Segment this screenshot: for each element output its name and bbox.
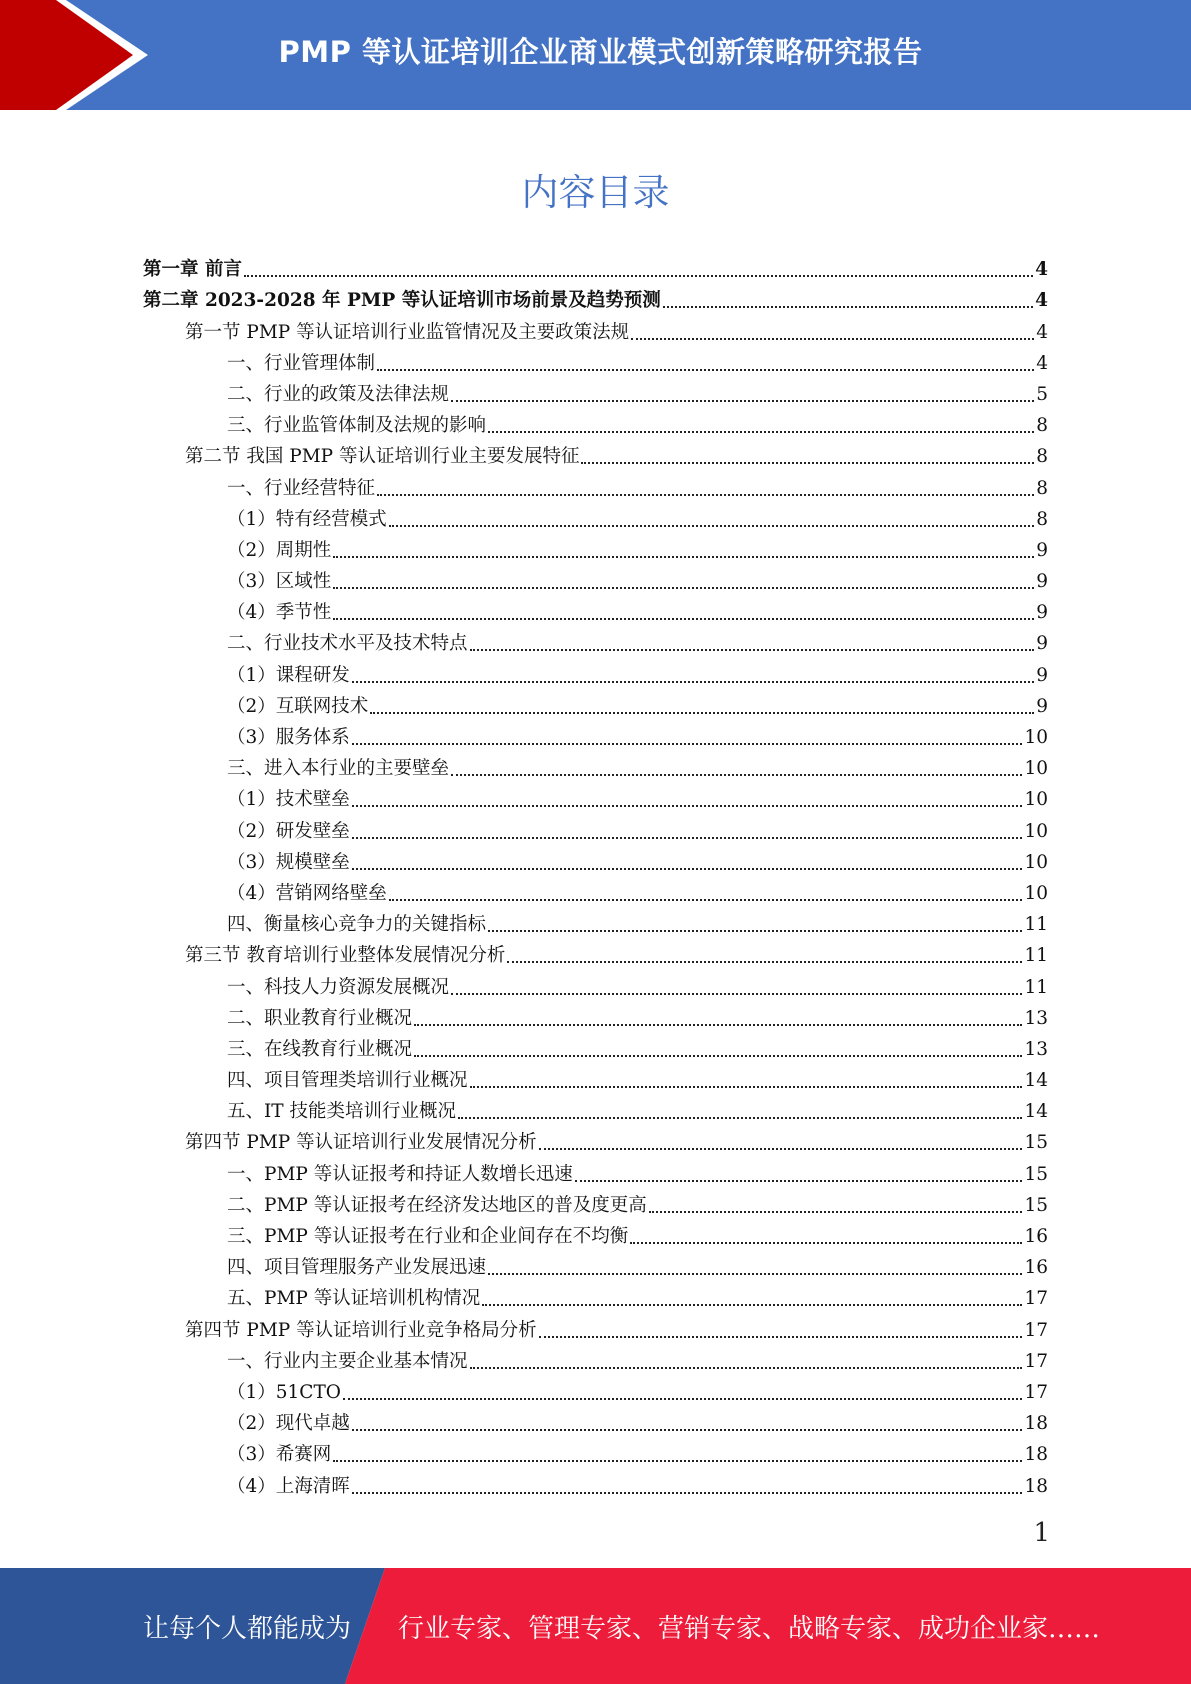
toc-entry-title: （1）技术壁垒 (227, 789, 350, 811)
toc-entry[interactable] (143, 971, 1048, 1002)
toc-entry-page: 10 (1024, 820, 1048, 842)
toc-leader-dots (488, 1272, 1022, 1275)
toc-entry[interactable] (143, 535, 1048, 566)
toc-entry-title: （3）区域性 (227, 571, 332, 593)
toc-leader-dots (389, 524, 1034, 527)
toc-entry-page: 14 (1024, 1101, 1048, 1123)
toc-entry[interactable] (143, 1252, 1048, 1283)
toc-entry-page: 16 (1024, 1257, 1048, 1279)
footer-banner (0, 1568, 1191, 1684)
toc-entry-page: 4 (1036, 352, 1048, 374)
toc-entry-page: 10 (1024, 727, 1048, 748)
toc-entry-page: 14 (1024, 1070, 1048, 1092)
toc-leader-dots (451, 773, 1022, 776)
toc-leader-dots (663, 305, 1033, 308)
toc-leader-dots (482, 1303, 1022, 1306)
toc-entry[interactable] (143, 1127, 1048, 1158)
toc-leader-dots (414, 1023, 1022, 1026)
toc-leader-dots (581, 461, 1034, 464)
toc-entry[interactable] (143, 628, 1048, 659)
toc-entry[interactable] (143, 1377, 1048, 1408)
toc-entry-title: 二、职业教育行业概况 (227, 1007, 413, 1029)
table-of-contents (143, 254, 1048, 1502)
toc-entry-page: 9 (1036, 633, 1048, 655)
page-number: 1 (1033, 1518, 1050, 1548)
toc-entry-page: 9 (1036, 539, 1048, 561)
toc-leader-dots (488, 430, 1034, 433)
toc-entry-page: 8 (1036, 477, 1048, 499)
toc-entry-title: 三、在线教育行业概况 (227, 1038, 413, 1060)
toc-leader-dots (451, 399, 1034, 402)
toc-leader-dots (333, 617, 1034, 620)
toc-entry-title: （3）规模壁垒 (227, 851, 350, 873)
toc-entry-title: 一、行业管理体制 (227, 352, 376, 374)
toc-entry-page: 10 (1024, 758, 1048, 780)
toc-entry[interactable] (143, 1314, 1048, 1345)
toc-leader-dots (352, 1491, 1023, 1494)
toc-leader-dots (377, 368, 1034, 371)
toc-entry-title: （2）现代卓越 (227, 1413, 350, 1435)
toc-leader-dots (458, 1116, 1022, 1119)
toc-leader-dots (451, 992, 1022, 995)
toc-entry[interactable] (143, 691, 1048, 722)
toc-entry[interactable] (143, 566, 1048, 597)
toc-leader-dots (507, 960, 1022, 963)
header-bar (0, 0, 1191, 110)
toc-entry-title: （3）希赛网 (227, 1444, 332, 1466)
toc-entry[interactable] (143, 1283, 1048, 1314)
toc-leader-dots (389, 898, 1023, 901)
toc-entry[interactable] (143, 1408, 1048, 1439)
toc-leader-dots (649, 1210, 1023, 1213)
toc-entry[interactable] (143, 348, 1048, 379)
toc-entry-title: 三、进入本行业的主要壁垒 (227, 758, 450, 780)
toc-leader-dots (352, 1428, 1023, 1431)
toc-entry-page: 4 (1035, 259, 1048, 281)
toc-entry-title: 四、项目管理服务产业发展迅速 (227, 1257, 487, 1279)
toc-entry-page: 8 (1036, 415, 1048, 437)
toc-leader-dots (352, 867, 1023, 870)
toc-leader-dots (630, 1241, 1022, 1244)
toc-entry-page: 15 (1024, 1194, 1048, 1216)
toc-leader-dots (575, 1179, 1023, 1182)
toc-entry-page: 8 (1036, 446, 1048, 468)
toc-entry[interactable] (143, 1065, 1048, 1096)
toc-entry-title: 第一节 PMP 等认证培训行业监管情况及主要政策法规 (185, 321, 630, 343)
toc-leader-dots (244, 274, 1033, 277)
toc-entry-title: （1）51CTO (227, 1381, 341, 1403)
toc-entry[interactable] (143, 379, 1048, 410)
toc-entry[interactable] (143, 753, 1048, 784)
toc-leader-dots (352, 804, 1023, 807)
document-title: PMP 等认证培训企业商业模式创新策略研究报告 (278, 34, 923, 69)
toc-leader-dots (488, 929, 1022, 932)
footer-slogan-left: 让每个人都能成为 (143, 1613, 352, 1644)
toc-entry[interactable] (143, 940, 1048, 971)
toc-entry-title: （3）服务体系 (227, 727, 350, 748)
toc-entry-title: 二、行业技术水平及技术特点 (227, 633, 468, 655)
toc-entry-title: 四、衡量核心竞争力的关键指标 (227, 914, 487, 936)
toc-entry[interactable] (143, 285, 1048, 316)
toc-entry-title: （2）周期性 (227, 539, 332, 561)
toc-entry-page: 17 (1024, 1288, 1048, 1310)
toc-leader-dots (377, 493, 1034, 496)
toc-entry-title: 第二节 我国 PMP 等认证培训行业主要发展特征 (185, 446, 580, 468)
toc-entry-page: 10 (1024, 789, 1048, 811)
toc-entry-page: 17 (1024, 1381, 1048, 1403)
toc-heading: 内容目录 (521, 171, 670, 214)
toc-entry-title: 二、PMP 等认证报考在经济发达地区的普及度更高 (227, 1194, 647, 1216)
toc-leader-dots (370, 711, 1034, 714)
toc-leader-dots (333, 555, 1034, 558)
toc-entry[interactable] (143, 1190, 1048, 1221)
toc-entry-title: （4）季节性 (227, 602, 332, 624)
toc-entry-title: 四、项目管理类培训行业概况 (227, 1070, 468, 1092)
toc-leader-dots (333, 586, 1034, 589)
toc-leader-dots (352, 680, 1034, 683)
toc-entry[interactable] (143, 441, 1048, 472)
toc-leader-dots (631, 337, 1034, 340)
toc-entry-title: （2）互联网技术 (227, 695, 369, 717)
toc-entry[interactable] (143, 722, 1048, 753)
toc-entry-title: 一、行业内主要企业基本情况 (227, 1350, 468, 1372)
toc-entry-page: 10 (1024, 882, 1048, 904)
toc-entry-page: 4 (1035, 290, 1048, 312)
footer-slogan-right: 行业专家、管理专家、营销专家、战略专家、成功企业家…… (398, 1613, 1101, 1644)
toc-entry-title: 一、行业经营特征 (227, 477, 376, 499)
toc-leader-dots (352, 742, 1023, 745)
toc-leader-dots (539, 1147, 1023, 1150)
toc-entry-title: 第四节 PMP 等认证培训行业发展情况分析 (185, 1132, 537, 1154)
toc-entry[interactable] (143, 659, 1048, 690)
toc-entry[interactable] (143, 1034, 1048, 1065)
toc-entry-page: 15 (1024, 1132, 1048, 1154)
toc-entry[interactable] (143, 472, 1048, 503)
toc-entry-title: 第三节 教育培训行业整体发展情况分析 (185, 945, 506, 967)
toc-entry-page: 5 (1036, 383, 1048, 405)
toc-leader-dots (414, 1054, 1022, 1057)
toc-entry[interactable] (143, 1221, 1048, 1252)
toc-entry-page: 9 (1036, 571, 1048, 593)
toc-entry-title: （1）特有经营模式 (227, 508, 387, 530)
toc-entry-page: 18 (1024, 1444, 1048, 1466)
toc-entry-page: 4 (1036, 321, 1048, 343)
toc-leader-dots (470, 1085, 1023, 1088)
toc-entry-page: 18 (1024, 1413, 1048, 1435)
toc-entry-title: 第四节 PMP 等认证培训行业竞争格局分析 (185, 1319, 537, 1341)
toc-entry-title: （1）课程研发 (227, 664, 350, 686)
toc-entry[interactable] (143, 1470, 1048, 1501)
toc-entry-title: （2）研发壁垒 (227, 820, 350, 842)
toc-entry-page: 9 (1036, 664, 1048, 686)
toc-entry-title: 五、IT 技能类培训行业概况 (227, 1101, 457, 1123)
toc-entry-title: 三、行业监管体制及法规的影响 (227, 415, 487, 437)
toc-entry-title: 第二章 2023-2028 年 PMP 等认证培训市场前景及趋势预测 (143, 290, 661, 312)
toc-entry[interactable] (143, 254, 1048, 285)
toc-leader-dots (470, 648, 1035, 651)
toc-entry[interactable] (143, 1096, 1048, 1127)
toc-entry-title: 五、PMP 等认证培训机构情况 (227, 1288, 481, 1310)
toc-entry[interactable] (143, 784, 1048, 815)
toc-entry[interactable] (143, 815, 1048, 846)
toc-entry-page: 8 (1036, 508, 1048, 530)
toc-entry-page: 11 (1024, 914, 1048, 936)
toc-leader-dots (470, 1366, 1023, 1369)
toc-leader-dots (352, 836, 1023, 839)
toc-entry[interactable] (143, 597, 1048, 628)
toc-entry[interactable] (143, 847, 1048, 878)
toc-entry-page: 13 (1024, 1038, 1048, 1060)
toc-entry[interactable] (143, 504, 1048, 535)
toc-entry[interactable] (143, 1439, 1048, 1470)
toc-entry-page: 15 (1024, 1163, 1048, 1185)
toc-entry-page: 16 (1024, 1226, 1048, 1247)
toc-entry-page: 17 (1024, 1319, 1048, 1341)
toc-leader-dots (333, 1459, 1022, 1462)
toc-entry-title: （4）上海清晖 (227, 1475, 350, 1497)
toc-entry-page: 11 (1024, 945, 1048, 967)
toc-entry-title: 第一章 前言 (143, 259, 242, 281)
toc-leader-dots (539, 1335, 1023, 1338)
toc-entry-page: 10 (1024, 851, 1048, 873)
toc-leader-dots (343, 1397, 1022, 1400)
toc-entry-page: 18 (1024, 1475, 1048, 1497)
toc-entry-page: 13 (1024, 1007, 1048, 1029)
toc-entry-title: 二、行业的政策及法律法规 (227, 383, 450, 405)
toc-entry-page: 9 (1036, 602, 1048, 624)
toc-entry[interactable] (143, 1158, 1048, 1189)
toc-entry[interactable] (143, 1346, 1048, 1377)
toc-entry-title: 一、科技人力资源发展概况 (227, 976, 450, 998)
toc-entry-title: 三、PMP 等认证报考在行业和企业间存在不均衡 (227, 1226, 629, 1247)
toc-entry-page: 17 (1024, 1350, 1048, 1372)
toc-entry-title: （4）营销网络壁垒 (227, 882, 387, 904)
toc-entry-title: 一、PMP 等认证报考和持证人数增长迅速 (227, 1163, 573, 1185)
toc-entry[interactable] (143, 316, 1048, 347)
toc-entry[interactable] (143, 909, 1048, 940)
toc-entry[interactable] (143, 410, 1048, 441)
toc-entry[interactable] (143, 878, 1048, 909)
toc-entry-page: 9 (1036, 695, 1048, 717)
toc-entry[interactable] (143, 1003, 1048, 1034)
toc-entry-page: 11 (1024, 976, 1048, 998)
